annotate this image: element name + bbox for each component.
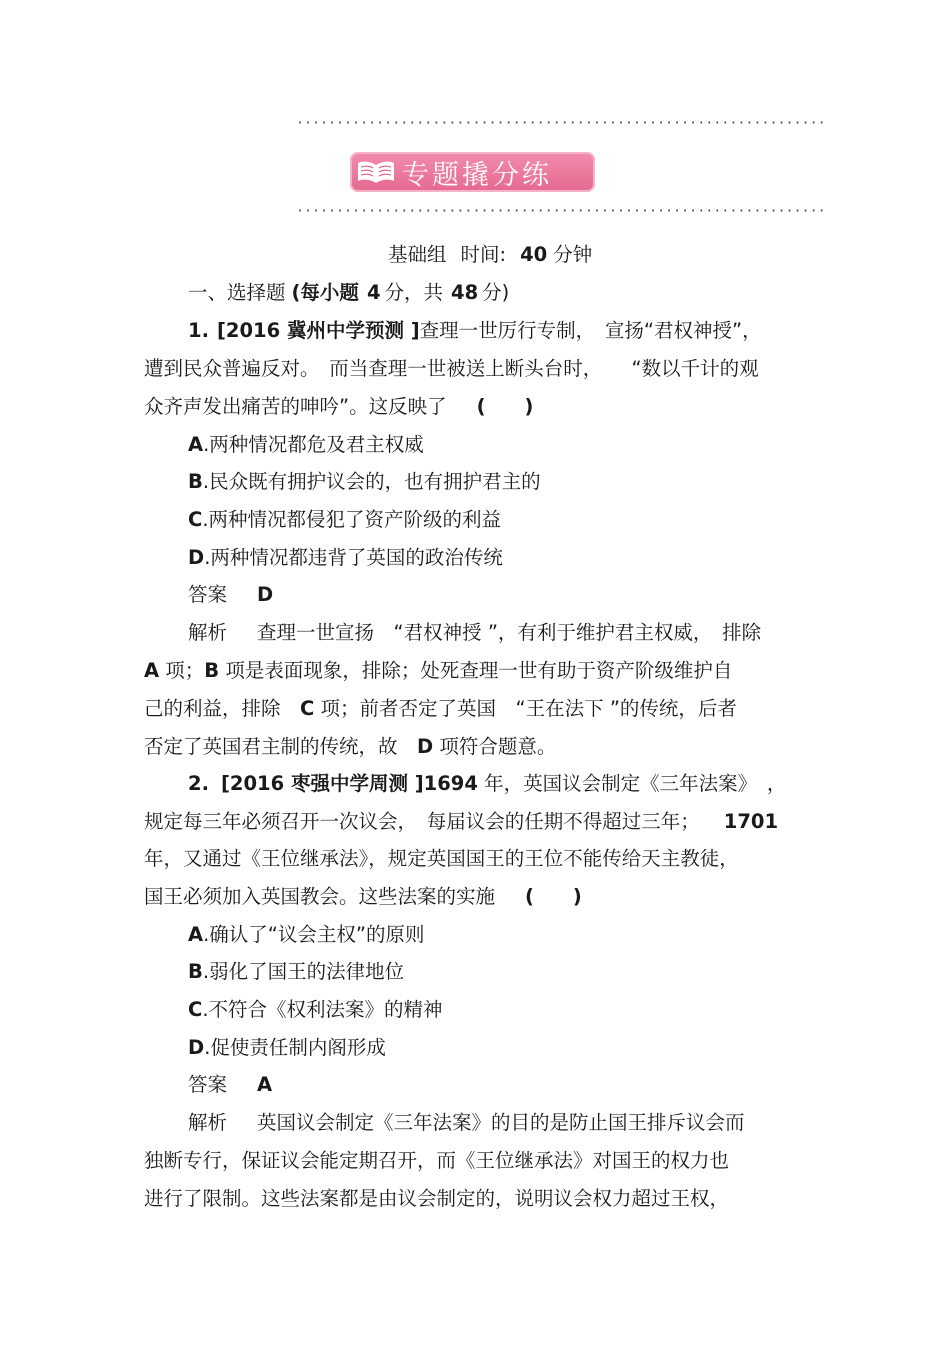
- section-total-score: 48: [451, 281, 479, 304]
- q2-year-1701: 1701: [723, 810, 779, 833]
- q2-analysis-line-1: [188, 1111, 745, 1135]
- q1-option-a-letter: A: [188, 433, 204, 456]
- q2-stem-text-2: 规定每三年必须召开一次议会， 每届议会的任期不得超过三年；: [144, 810, 700, 833]
- time-value: 40: [520, 243, 548, 266]
- q1-option-d: [188, 546, 503, 570]
- q2-option-b-letter: B: [188, 960, 203, 983]
- q1-option-c-letter: C: [188, 508, 203, 531]
- q2-stem-line-1: [188, 772, 786, 796]
- q2-option-c-text: .不符合《权利法案》的精神: [202, 998, 443, 1021]
- q1-analysis-line-2: [144, 659, 732, 683]
- banner-title: 专题撬分练: [402, 159, 552, 191]
- q1-option-b: [188, 470, 541, 494]
- q1-option-b-letter: B: [188, 470, 203, 493]
- q1-option-d-text: .两种情况都违背了英国的政治传统: [204, 546, 503, 569]
- q1-number: 1.: [188, 319, 209, 342]
- q1-stem-text-1: 查理一世厉行专制， 宣扬“君权神授”，: [419, 319, 762, 342]
- q2-analysis-text-1: 英国议会制定《三年法案》的目的是防止国王排斥议会而: [257, 1111, 745, 1134]
- q1-analysis-label: 解析: [188, 621, 228, 644]
- q1-answer: [188, 583, 273, 607]
- q2-option-d: [188, 1036, 386, 1060]
- q1-analysis-text-3a: 己的利益，排除: [144, 697, 301, 720]
- section-open: (每小题: [291, 281, 359, 304]
- group-label: 基础组: [388, 243, 447, 266]
- q1-stem-line-2: 遭到民众普遍反对。 而当查理一世被送上断头台时， “数以千计的观: [144, 357, 759, 380]
- q1-analysis-option-c: C: [300, 697, 315, 720]
- open-book-icon: [350, 152, 402, 192]
- q1-option-d-letter: D: [188, 546, 205, 569]
- q1-analysis-line-3: [144, 697, 737, 721]
- q2-answer: [188, 1073, 272, 1097]
- q1-analysis-line-1: [188, 621, 761, 645]
- q1-analysis-option-a: A: [144, 659, 160, 682]
- q2-stem-text-1: 年，英国议会制定《三年法案》 ，: [477, 772, 787, 795]
- q1-answer-label: 答案: [188, 583, 228, 606]
- q2-option-c-letter: C: [188, 998, 203, 1021]
- q1-analysis-option-b: B: [204, 659, 220, 682]
- q1-analysis-option-d: D: [417, 735, 434, 758]
- q2-stem-line-4: [144, 885, 582, 909]
- q2-option-a: [188, 923, 425, 947]
- q2-year-1694: 1694: [423, 772, 478, 795]
- bottom-dotted-rule: ··································································: [296, 204, 826, 219]
- q1-stem-line-1: [188, 319, 762, 343]
- time-unit: 分钟: [553, 243, 593, 266]
- q2-analysis-line-2: 独断专行，保证议会能定期召开，而《王位继承法》对国王的权力也: [144, 1149, 730, 1172]
- q1-option-b-text: .民众既有拥护议会的，也有拥护君主的: [202, 470, 541, 493]
- q1-option-a: [188, 433, 424, 457]
- q1-analysis-text-1: 查理一世宣扬 “君权神授 ”，有利于维护君主权威， 排除: [257, 621, 762, 644]
- time-label: 时间:: [460, 243, 507, 266]
- q2-number: 2.: [188, 772, 209, 795]
- section-banner: [350, 152, 595, 192]
- q1-analysis-text-2a: 项；: [159, 659, 205, 682]
- section-prefix: 一、选择题: [188, 281, 286, 304]
- q1-source: [2016 冀州中学预测 ]: [216, 319, 420, 342]
- group-time-header: [388, 243, 592, 267]
- section-mid: 分，共: [384, 281, 444, 304]
- q1-stem-line-3: [144, 395, 533, 419]
- q2-answer-label: 答案: [188, 1073, 228, 1096]
- q2-option-c: [188, 998, 443, 1022]
- q1-option-a-text: .两种情况都危及君主权威: [203, 433, 424, 456]
- section-heading: [188, 281, 509, 305]
- q1-option-c: [188, 508, 501, 532]
- section-per-score: 4: [366, 281, 381, 304]
- q1-analysis-text-4b: 项符合题意。: [433, 735, 557, 758]
- q1-option-c-text: .两种情况都侵犯了资产阶级的利益: [202, 508, 502, 531]
- q1-answer-value: D: [257, 583, 274, 606]
- q2-answer-value: A: [257, 1073, 273, 1096]
- q1-analysis-line-4: [144, 735, 556, 759]
- q2-option-b-text: .弱化了国王的法律地位: [202, 960, 405, 983]
- q1-answer-blank: ( ): [476, 395, 534, 418]
- q2-option-d-text: .促使责任制内阁形成: [204, 1036, 386, 1059]
- q2-source: [2016 枣强中学周测 ]: [220, 772, 424, 795]
- q2-option-d-letter: D: [188, 1036, 205, 1059]
- top-dotted-rule: ··································································: [296, 116, 826, 131]
- q2-analysis-line-3: 进行了限制。这些法案都是由议会制定的，说明议会权力超过王权，: [144, 1187, 730, 1210]
- q2-option-a-letter: A: [188, 923, 204, 946]
- q2-stem-line-3: 年，又通过《王位继承法》，规定英国国王的王位不能传给天主教徒，: [144, 847, 739, 870]
- q1-analysis-text-3b: 项；前者否定了英国 “王在法下 ”的传统，后者: [314, 697, 737, 720]
- q1-analysis-text-2b: 项是表面现象，排除；处死查理一世有助于资产阶级维护自: [219, 659, 733, 682]
- q1-stem-text-3: 众齐声发出痛苦的呻吟”。这反映了: [144, 395, 447, 418]
- q2-stem-text-4: 国王必须加入英国教会。这些法案的实施: [144, 885, 496, 908]
- q1-analysis-text-4a: 否定了英国君主制的传统，故: [144, 735, 418, 758]
- q2-option-a-text: .确认了“议会主权”的原则: [203, 923, 425, 946]
- q2-answer-blank: ( ): [525, 885, 582, 908]
- section-close: 分): [482, 281, 510, 304]
- q2-stem-line-2: [144, 810, 778, 834]
- q2-analysis-label: 解析: [188, 1111, 228, 1134]
- q2-option-b: [188, 960, 404, 984]
